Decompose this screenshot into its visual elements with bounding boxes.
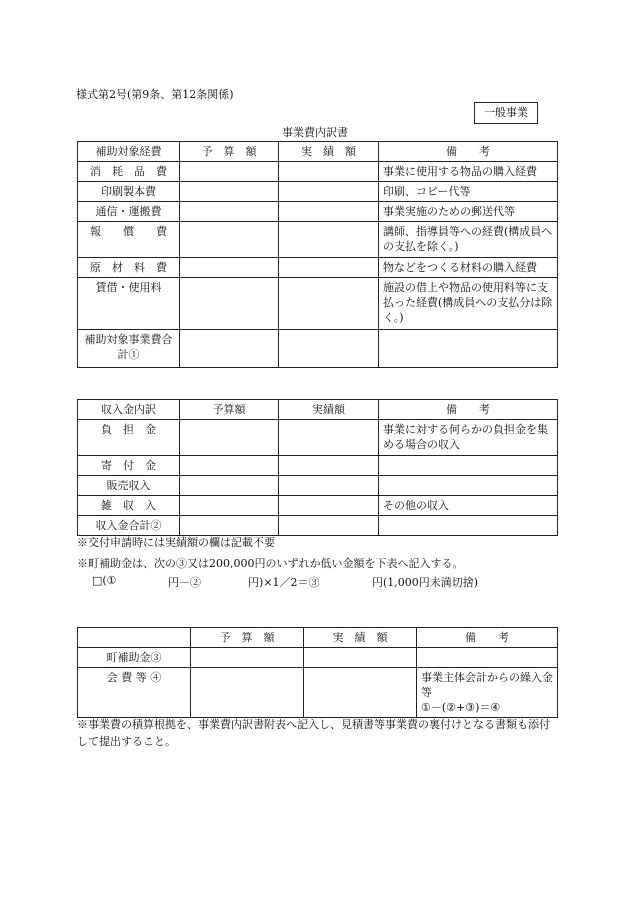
row-label: 会 費 等 ④ <box>78 668 191 718</box>
row-label: 通信・運搬費 <box>78 202 180 222</box>
table-row <box>78 278 558 330</box>
table-header-row <box>78 142 558 162</box>
table-row <box>78 182 558 202</box>
actual-cell[interactable] <box>304 668 417 718</box>
remarks-cell: その他の収入 <box>379 496 558 516</box>
expense-table <box>77 141 558 368</box>
remarks-cell <box>379 330 558 368</box>
row-label: 販売収入 <box>78 476 180 496</box>
subsidy-table <box>77 627 558 718</box>
budget-cell[interactable] <box>180 258 279 278</box>
budget-cell[interactable] <box>180 222 279 258</box>
row-label: 負 担 金 <box>78 420 180 456</box>
row-label: 賃借・使用料 <box>78 278 180 330</box>
remarks-cell: 事業に対する何らかの負担金を集める場合の収入 <box>379 420 558 456</box>
row-label: 収入金合計② <box>78 516 180 536</box>
category-box: 一般事業 <box>474 102 538 124</box>
table-row <box>78 456 558 476</box>
remarks-cell <box>379 516 558 536</box>
budget-cell[interactable] <box>180 420 279 456</box>
remarks-cell: 印刷、コピー代等 <box>379 182 558 202</box>
remarks-cell: 事業実施のための郵送代等 <box>379 202 558 222</box>
budget-cell[interactable] <box>180 278 279 330</box>
remarks-cell: 講師、指導員等への経費(構成員への支払を除く。) <box>379 222 558 258</box>
budget-cell[interactable] <box>191 648 304 668</box>
table-row-total <box>78 516 558 536</box>
table-row <box>78 420 558 456</box>
table-row <box>78 496 558 516</box>
table-header-row <box>78 400 558 420</box>
row-label: 消 耗 品 費 <box>78 162 180 182</box>
actual-cell[interactable] <box>279 420 379 456</box>
header-cell: 予 算 額 <box>180 142 279 162</box>
income-table <box>77 399 558 536</box>
actual-cell[interactable] <box>279 278 379 330</box>
table-row <box>78 476 558 496</box>
actual-cell[interactable] <box>279 182 379 202</box>
remarks-cell: 事業主体会計からの繰入金等 ①－(②+③)＝④ <box>417 668 558 718</box>
table-row <box>78 648 558 668</box>
header-cell: 備 考 <box>417 628 558 648</box>
header-cell: 備 考 <box>379 400 558 420</box>
formula-part1: 円－② <box>168 576 201 589</box>
remarks-cell <box>379 456 558 476</box>
formula-part2: 円)×1／2＝③ <box>248 576 320 589</box>
actual-cell[interactable] <box>279 476 379 496</box>
table-row <box>78 668 558 718</box>
footer-note: ※事業費の積算根拠を、事業費内訳書附表へ記入し、見積書等事業費の裏付けとなる書類も添付して提出すること。 <box>77 718 550 748</box>
budget-cell[interactable] <box>191 668 304 718</box>
budget-cell[interactable] <box>180 182 279 202</box>
table-header-row <box>78 628 558 648</box>
budget-cell[interactable] <box>180 456 279 476</box>
actual-cell[interactable] <box>279 202 379 222</box>
row-label: 雑 収 入 <box>78 496 180 516</box>
note-subsidy-rule: ※町補助金は、次の③又は200,000円のいずれか低い金額を下表へ記入する。 <box>77 557 464 570</box>
actual-cell[interactable] <box>279 258 379 278</box>
actual-cell[interactable] <box>279 162 379 182</box>
actual-cell[interactable] <box>279 222 379 258</box>
row-label: 原 材 料 費 <box>78 258 180 278</box>
remarks-cell <box>417 648 558 668</box>
table-row-total <box>78 330 558 368</box>
table-row <box>78 162 558 182</box>
budget-cell[interactable] <box>180 202 279 222</box>
budget-cell[interactable] <box>180 162 279 182</box>
form-number: 様式第2号(第9条、第12条関係) <box>76 88 234 101</box>
budget-cell[interactable] <box>180 516 279 536</box>
row-label: 町補助金③ <box>78 648 191 668</box>
budget-cell[interactable] <box>180 476 279 496</box>
remarks-cell: 施設の借上や物品の使用料等に支払った経費(構成員への支払分は除く。) <box>379 278 558 330</box>
header-cell: 補助対象経費 <box>78 142 180 162</box>
actual-cell[interactable] <box>279 496 379 516</box>
header-cell: 備 考 <box>379 142 558 162</box>
remarks-cell <box>379 476 558 496</box>
formula-open: □(① <box>92 574 117 587</box>
row-label: 補助対象事業費合計① <box>78 330 180 368</box>
budget-cell[interactable] <box>180 496 279 516</box>
remarks-cell: 物などをつくる材料の購入経費 <box>379 258 558 278</box>
header-cell: 実績額 <box>279 400 379 420</box>
header-cell <box>78 628 191 648</box>
budget-cell[interactable] <box>180 330 279 368</box>
header-cell: 実 績 額 <box>279 142 379 162</box>
header-cell: 収入金内訳 <box>78 400 180 420</box>
table-row <box>78 222 558 258</box>
formula-part3: 円(1,000円未満切捨) <box>372 576 479 589</box>
actual-cell[interactable] <box>279 330 379 368</box>
table-row <box>78 258 558 278</box>
document-title: 事業費内訳書 <box>282 126 348 139</box>
actual-cell[interactable] <box>279 456 379 476</box>
row-label: 報 償 費 <box>78 222 180 258</box>
row-label: 寄 付 金 <box>78 456 180 476</box>
header-cell: 予算額 <box>180 400 279 420</box>
actual-cell[interactable] <box>304 648 417 668</box>
note-application: ※交付申請時には実績額の欄は記載不要 <box>77 536 275 549</box>
remarks-cell: 事業に使用する物品の購入経費 <box>379 162 558 182</box>
table-row <box>78 202 558 222</box>
row-label: 印刷製本費 <box>78 182 180 202</box>
header-cell: 実 績 額 <box>304 628 417 648</box>
header-cell: 予 算 額 <box>191 628 304 648</box>
actual-cell[interactable] <box>279 516 379 536</box>
